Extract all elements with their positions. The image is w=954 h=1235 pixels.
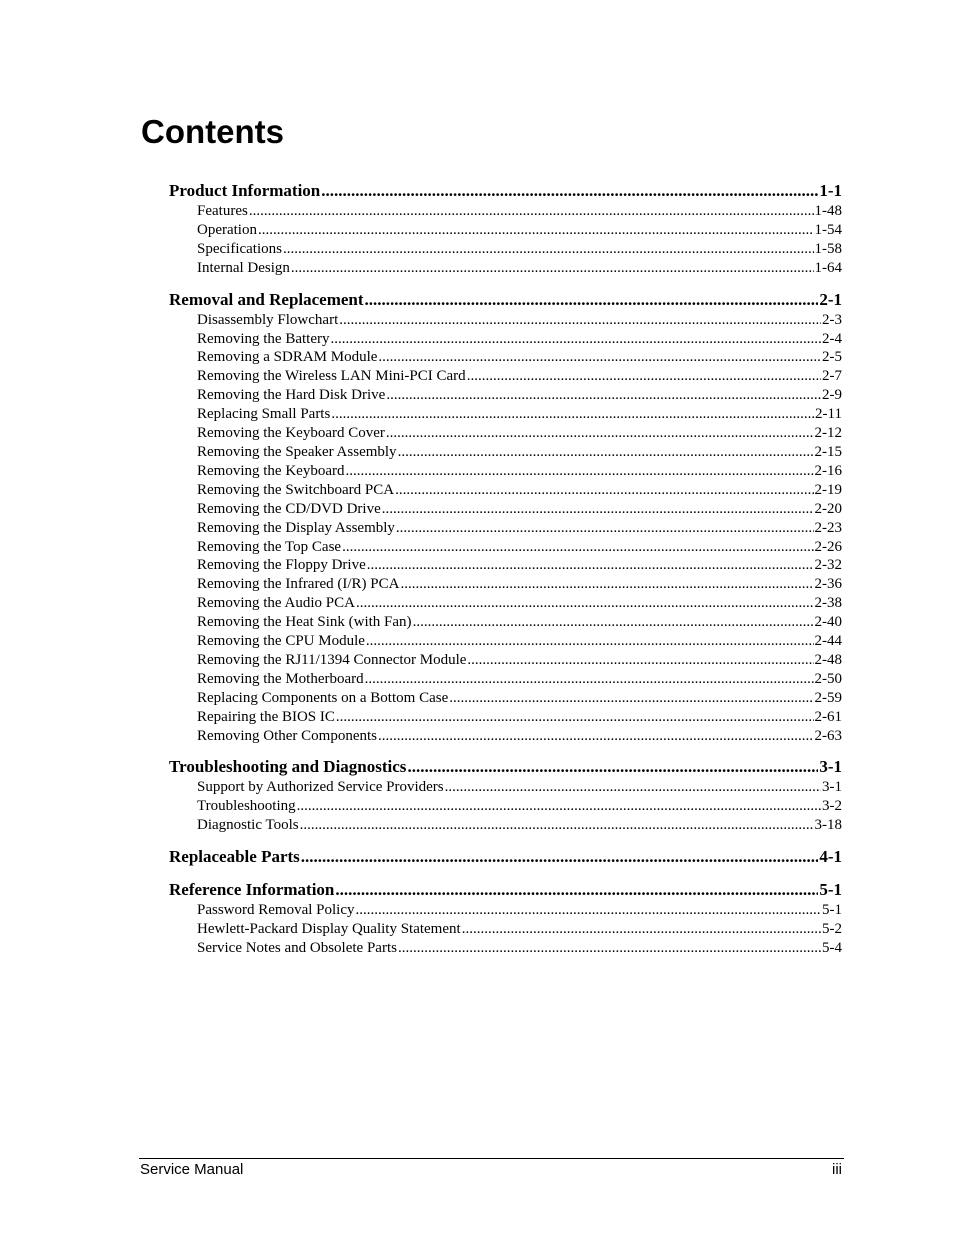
toc-page-number: 5-4	[822, 940, 842, 956]
toc-leader-dots	[396, 519, 814, 538]
toc-subsection-entry[interactable]	[169, 797, 842, 816]
toc-leader-dots	[398, 443, 814, 462]
toc-subsection-entry[interactable]	[169, 202, 842, 221]
toc-entry-label: Diagnostic Tools	[197, 817, 299, 834]
toc-page-number: 2-7	[822, 368, 842, 385]
toc-page-number: 2-63	[814, 727, 842, 744]
toc-page-number: 2-44	[814, 633, 842, 650]
toc-page-number: 1-48	[814, 203, 842, 219]
toc-entry-label: Removal and Replacement	[169, 289, 364, 309]
toc-entry-label: Removing the Infrared (I/R) PCA	[197, 576, 400, 593]
toc-leader-dots	[339, 311, 821, 330]
toc-entry-label: Internal Design	[197, 259, 290, 276]
toc-subsection-entry[interactable]	[169, 670, 842, 689]
toc-entry-label: Removing the Motherboard	[197, 670, 364, 687]
toc-leader-dots	[386, 386, 821, 405]
toc-subsection-entry[interactable]	[169, 920, 842, 939]
toc-leader-dots	[378, 348, 821, 367]
toc-page-number: 2-32	[814, 557, 842, 574]
toc-entry-label: Support by Authorized Service Providers	[197, 779, 444, 796]
toc-subsection-entry[interactable]	[169, 481, 842, 500]
toc-subsection-entry[interactable]	[169, 348, 842, 367]
toc-page-number: 2-48	[814, 651, 842, 668]
toc-page-number: 2-9	[822, 387, 842, 404]
toc-entry-label: Removing Other Components	[197, 727, 377, 744]
toc-page-number: 5-1	[822, 902, 842, 919]
toc-page-number: 5-1	[819, 880, 842, 900]
toc-page-number: 1-64	[814, 259, 842, 276]
toc-page-number: 2-61	[814, 708, 842, 725]
toc-section	[169, 846, 842, 868]
toc-entry-label: Password Removal Policy	[197, 902, 355, 919]
toc-page-number: 2-16	[814, 462, 842, 479]
toc-entry-label: Removing the Hard Disk Drive	[197, 387, 386, 404]
toc-entry-label: Disassembly Flowchart	[197, 311, 339, 328]
toc-subsection-entry[interactable]	[169, 556, 842, 575]
toc-page-number: 1-58	[814, 240, 842, 257]
toc-subsection-entry[interactable]	[169, 462, 842, 481]
toc-entry-label: Removing the Keyboard	[197, 462, 345, 479]
toc-page-number: 2-5	[822, 349, 842, 366]
toc-leader-dots	[356, 594, 814, 613]
toc-subsection-entry[interactable]	[169, 575, 842, 594]
toc-page-number: 5-2	[822, 921, 842, 938]
toc-page-number: 2-1	[819, 289, 842, 309]
toc-page-number: 2-59	[814, 689, 842, 706]
toc-leader-dots	[291, 259, 814, 278]
toc-leader-dots	[283, 240, 814, 259]
toc-leader-dots	[365, 670, 814, 689]
toc-leader-dots	[336, 708, 814, 727]
footer-manual-name: Service Manual	[140, 1161, 244, 1178]
toc-subsection-entry[interactable]	[169, 778, 842, 797]
toc-section-entry[interactable]	[169, 846, 842, 868]
toc-leader-dots	[445, 778, 821, 797]
toc-leader-dots	[258, 221, 814, 240]
toc-subsection-entry[interactable]	[169, 240, 842, 259]
toc-entry-label: Removing the Floppy Drive	[197, 557, 366, 574]
toc-entry-label: Replacing Small Parts	[197, 406, 331, 423]
toc-entry-label: Removing the CPU Module	[197, 633, 365, 650]
toc-entry-label: Removing the Switchboard PCA	[197, 481, 395, 498]
toc-leader-dots	[300, 816, 814, 835]
toc-entry-label: Removing the Display Assembly	[197, 519, 395, 536]
toc-leader-dots	[297, 797, 821, 816]
toc-subsection-entry[interactable]	[169, 816, 842, 835]
toc-subsection-entry[interactable]	[169, 424, 842, 443]
toc-entry-label: Removing the Battery	[197, 330, 330, 347]
toc-entry-label: Removing the Wireless LAN Mini-PCI Card	[197, 368, 466, 385]
toc-subsection-entry[interactable]	[169, 405, 842, 424]
toc-subsection-entry[interactable]	[169, 221, 842, 240]
toc-leader-dots	[395, 481, 813, 500]
toc-entry-label: Features	[197, 203, 248, 219]
toc-page-number: 3-18	[814, 817, 842, 834]
toc-subsection-entry[interactable]	[169, 330, 842, 349]
toc-leader-dots	[413, 613, 814, 632]
toc-page-number: 2-3	[822, 311, 842, 328]
toc-page-number: 2-38	[814, 595, 842, 612]
toc-subsection-entry[interactable]	[169, 632, 842, 651]
toc-subsection-entry[interactable]	[169, 939, 842, 958]
toc-page-number: 1-54	[814, 221, 842, 238]
toc-leader-dots	[449, 689, 813, 708]
toc-leader-dots	[400, 575, 813, 594]
footer-page-number: iii	[832, 1161, 842, 1178]
toc-leader-dots	[467, 367, 821, 386]
toc-subsection-entry[interactable]	[169, 651, 842, 670]
toc-leader-dots	[345, 462, 813, 481]
toc-leader-dots	[382, 500, 814, 519]
toc-leader-dots	[301, 846, 819, 868]
toc-subsection-entry[interactable]	[169, 727, 842, 746]
toc-entry-label: Reference Information	[169, 880, 335, 900]
toc-page-number: 1-1	[819, 181, 842, 200]
toc-entry-label: Removing the Keyboard Cover	[197, 425, 385, 442]
toc-leader-dots	[462, 920, 821, 939]
toc-page-number: 2-36	[814, 576, 842, 593]
toc-entry-label: Removing the CD/DVD Drive	[197, 500, 381, 517]
toc-subsection-entry[interactable]	[169, 500, 842, 519]
toc-page-number: 2-4	[822, 330, 842, 347]
toc-subsection-entry[interactable]	[169, 367, 842, 386]
toc-page-number: 2-11	[815, 406, 842, 423]
toc-leader-dots	[321, 180, 818, 202]
toc-section-entry[interactable]	[169, 180, 842, 202]
toc-entry-label: Removing the Speaker Assembly	[197, 443, 397, 460]
toc-subsection-entry[interactable]	[169, 311, 842, 330]
toc-section-entry[interactable]	[169, 879, 842, 901]
toc-subsection-entry[interactable]	[169, 386, 842, 405]
toc-leader-dots	[331, 405, 814, 424]
toc-section	[169, 756, 842, 835]
toc-subsection-entry[interactable]	[169, 519, 842, 538]
toc-entry-label: Removing the Heat Sink (with Fan)	[197, 614, 412, 631]
toc-leader-dots	[356, 901, 822, 920]
toc-page-number: 2-40	[814, 614, 842, 631]
toc-entry-label: Replacing Components on a Bottom Case	[197, 689, 449, 706]
toc-entry-label: Hewlett-Packard Display Quality Statement	[197, 921, 461, 938]
toc-page-number: 3-2	[822, 798, 842, 815]
toc-page-number: 2-19	[814, 481, 842, 498]
toc-section	[169, 180, 842, 278]
toc-page-number: 3-1	[822, 779, 842, 796]
toc-leader-dots	[367, 556, 814, 575]
toc-entry-label: Product Information	[169, 181, 321, 200]
toc-page-number: 2-23	[814, 519, 842, 536]
toc-section	[169, 879, 842, 958]
footer-divider	[139, 1158, 844, 1159]
toc-leader-dots	[378, 727, 814, 746]
toc-subsection-entry[interactable]	[169, 538, 842, 557]
toc-page-number: 3-1	[819, 757, 842, 777]
toc-entry-label: Troubleshooting	[197, 798, 296, 815]
toc-entry-label: Replaceable Parts	[169, 847, 300, 867]
toc-leader-dots	[249, 202, 814, 221]
toc-entry-label: Specifications	[197, 240, 282, 257]
toc-section-entry[interactable]	[169, 289, 842, 311]
toc-leader-dots	[398, 939, 821, 958]
toc-subsection-entry[interactable]	[169, 594, 842, 613]
toc-page-number: 4-1	[819, 847, 842, 867]
toc-entry-label: Removing the Audio PCA	[197, 595, 355, 612]
toc-page-number: 2-20	[814, 500, 842, 517]
toc-page-number: 2-26	[814, 538, 842, 555]
toc-leader-dots	[467, 651, 813, 670]
table-of-contents	[169, 180, 842, 969]
toc-subsection-entry[interactable]	[169, 259, 842, 278]
toc-page-number: 2-12	[814, 425, 842, 442]
toc-subsection-entry[interactable]	[169, 613, 842, 632]
toc-leader-dots	[335, 879, 818, 901]
page-title: Contents	[141, 113, 284, 150]
toc-leader-dots	[407, 756, 818, 778]
toc-entry-label: Troubleshooting and Diagnostics	[169, 757, 407, 777]
toc-entry-label: Repairing the BIOS IC	[197, 708, 335, 725]
toc-section-entry[interactable]	[169, 756, 842, 778]
toc-leader-dots	[330, 330, 821, 349]
toc-page-number: 2-15	[814, 443, 842, 460]
toc-leader-dots	[366, 632, 814, 651]
toc-subsection-entry[interactable]	[169, 689, 842, 708]
toc-leader-dots	[386, 424, 814, 443]
toc-subsection-entry[interactable]	[169, 443, 842, 462]
toc-leader-dots	[365, 289, 819, 311]
toc-entry-label: Removing a SDRAM Module	[197, 349, 378, 366]
toc-entry-label: Removing the RJ11/1394 Connector Module	[197, 651, 467, 668]
toc-leader-dots	[342, 538, 813, 557]
toc-subsection-entry[interactable]	[169, 708, 842, 727]
toc-entry-label: Operation	[197, 221, 257, 238]
toc-entry-label: Service Notes and Obsolete Parts	[197, 940, 397, 956]
toc-section	[169, 289, 842, 746]
toc-entry-label: Removing the Top Case	[197, 538, 342, 555]
toc-subsection-entry[interactable]	[169, 901, 842, 920]
toc-page-number: 2-50	[814, 670, 842, 687]
